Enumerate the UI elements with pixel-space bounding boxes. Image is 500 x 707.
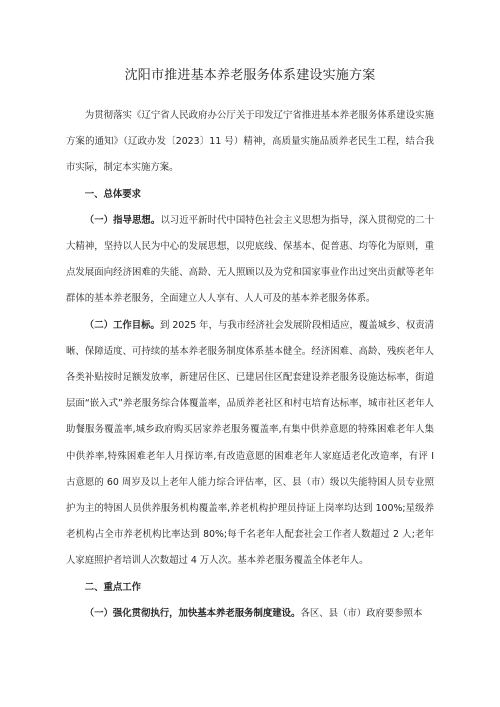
key-task-lead: （一）强化贯彻执行，加快基本养老服务制度建设。 (84, 607, 301, 619)
work-goals-paragraph (66, 313, 434, 575)
guiding-ideology-lead: （一）指导思想。 (84, 214, 161, 226)
section-heading-general-requirements: 一、总体要求 (84, 188, 142, 200)
work-goals-body: 到 2025 年，与我市经济社会发展阶段相适应，覆盖城乡、权责清晰、保障适度、可持续的基本养老服务制度体系基本健全。经济困难、高龄、残疾老年人各类补贴按时足额发放率，新建居住区、已建居住区配套建设养老服务设施达标率，街道层面“嵌入式”养老服务综合体覆盖率，品质养老社区和村屯培育达标率，城市社区老年人助餐服务覆盖率,城乡政府购买居家养老服务覆盖率,有集中供养意愿的特殊困难老年人集中供养率,特殊困难老年人月探访率,有改造意愿的困难老年人家庭适老化改造率，有评 I 古意愿的 60 周岁及以上老年人能力综合评估率，区、县（市）级以失能特困人员专业照护为主的特困人员供养服务机构覆盖率,养老机构护理员持证上岗率均达到 100%;星级养老机构占全市养老机构比率达到 80%;每千名老年人配套社会工作者人数超过 2 人;老年人家庭照护者培训人次数超过 4 万人次。基本养老服务覆盖全体老年人。 (66, 319, 434, 567)
work-goals-lead: （二）工作目标。 (84, 319, 160, 331)
guiding-ideology-body: 以习近平新时代中国特色社会主义思想为指导，深入贯彻党的二十大精神，坚持以人民为中心的发展思想，以兜底线、保基本、促普惠、均等化为原则，重点发展面向经济困难的失能、高龄、无人照顾以及为党和国家事业作出过突出贡献等老年群体的基本养老服务，全面建立人人享有、人人可及的基本养老服务体系。 (66, 214, 434, 305)
intro-paragraph: 为贯彻落实《辽宁省人民政府办公厅关于印发辽宁省推进基本养老服务体系建设实施方案的通知》（辽政办发〔2023〕11 号）精神，高质量实施品质养老民生工程，结合我市实际，制定本实施方案。 (66, 110, 434, 174)
key-task-paragraph (66, 601, 434, 627)
section-heading-key-tasks: 二、重点工作 (84, 581, 142, 593)
key-task-body: 各区、县（市）政府要参照本 (300, 607, 423, 619)
document-title: 沈阳市推进基本养老服务体系建设实施方案 (124, 68, 376, 83)
guiding-ideology-paragraph (66, 208, 434, 313)
